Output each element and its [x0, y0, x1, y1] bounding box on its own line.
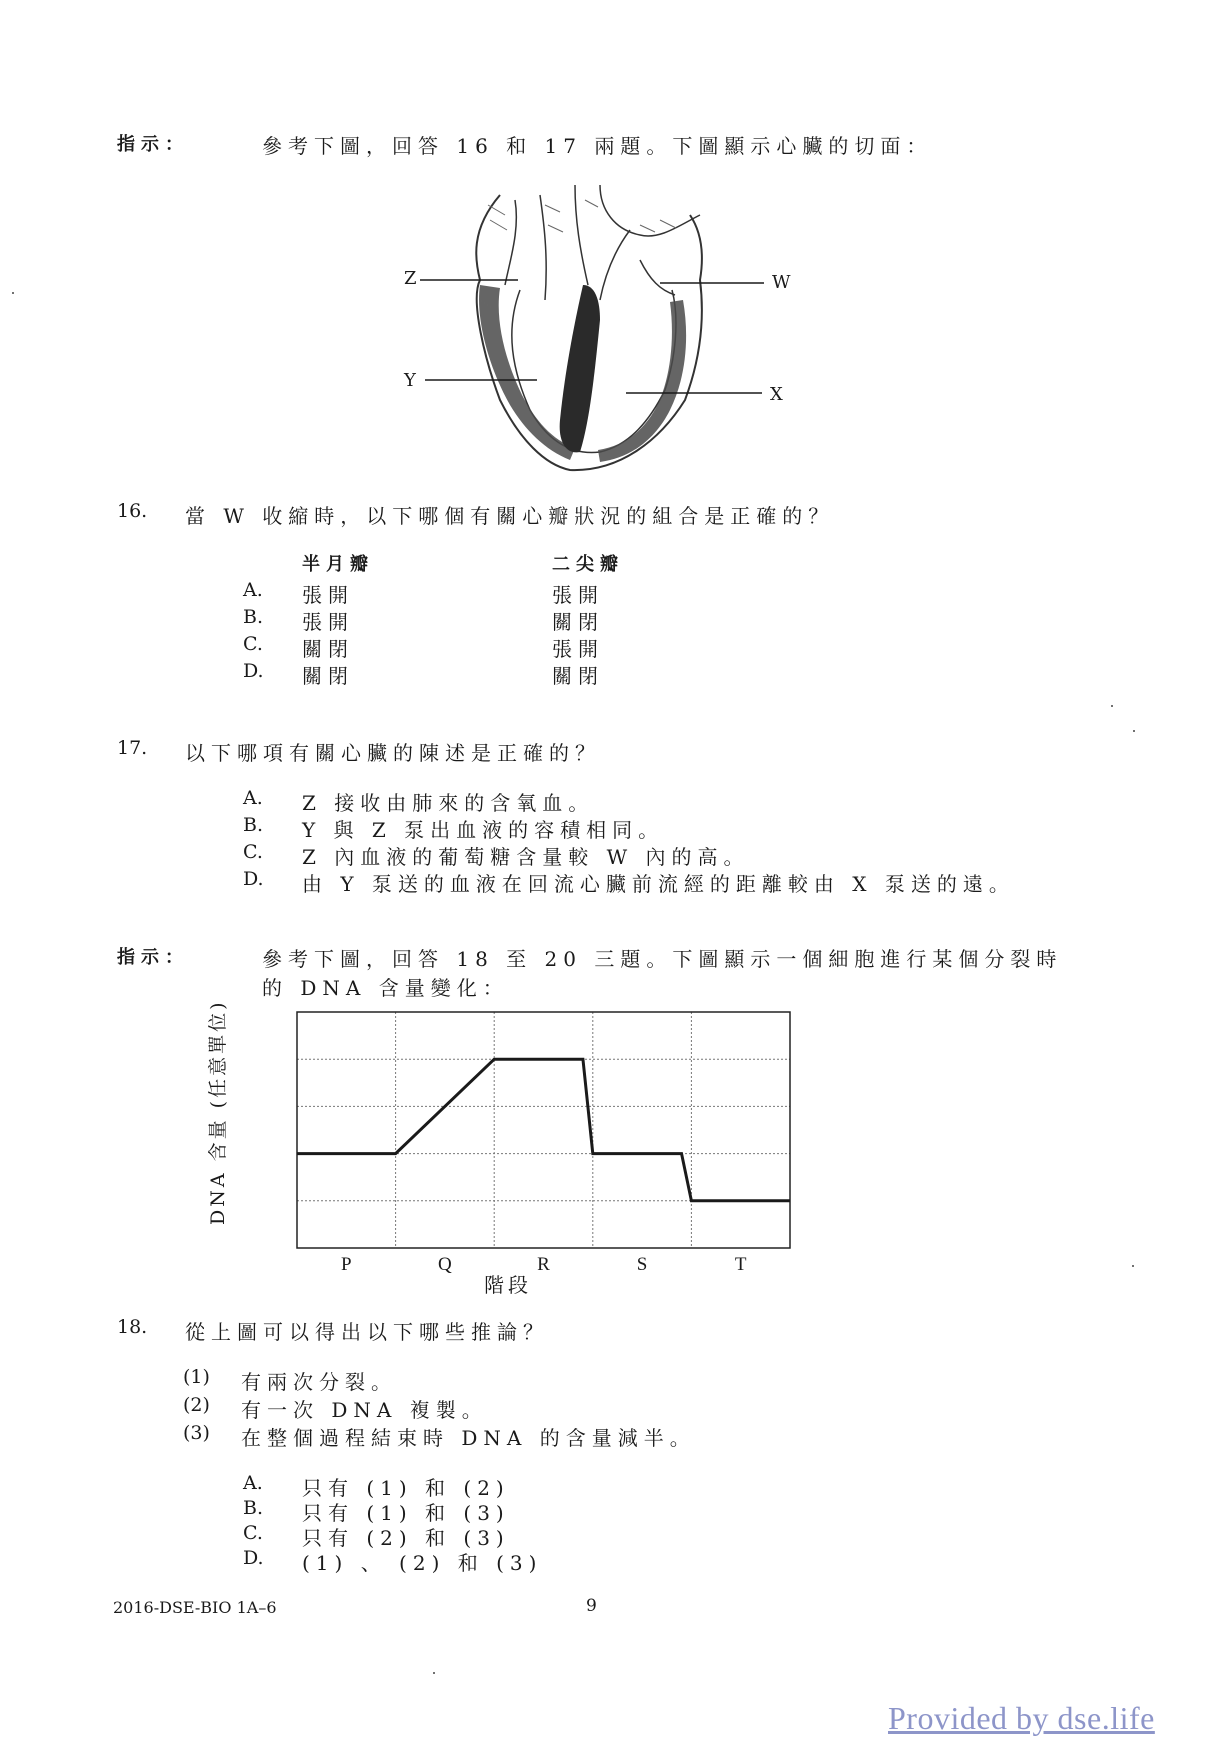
q16-option-a-semilunar: 張開	[302, 583, 354, 607]
footer-page-number: 9	[586, 1596, 597, 1616]
q17-option-d: 由 Y 泵送的血液在回流心臟前流經的距離較由 X 泵送的遠。	[302, 872, 1015, 896]
chart-y-axis-label: DNA 含量 (任意單位)	[207, 999, 229, 1225]
q17-option-a: Z 接收由肺來的含氧血。	[302, 791, 595, 815]
q16-col-header-mitral: 二尖瓣	[552, 554, 624, 575]
instruction-text-line2: 的 DNA 含量變化：	[262, 976, 509, 1000]
q16-number: 16.	[117, 500, 148, 522]
q18-option-letter: C.	[243, 1522, 263, 1544]
chart-x-tick-label: R	[537, 1254, 550, 1275]
footer-exam-code: 2016-DSE-BIO 1A–6	[113, 1598, 277, 1617]
q17-option-b: Y 與 Z 泵出血液的容積相同。	[302, 818, 665, 842]
scan-speck	[1111, 705, 1113, 707]
chart-x-tick-label: P	[341, 1254, 352, 1275]
q18-statement-number: (2)	[183, 1394, 210, 1416]
scan-speck	[12, 292, 14, 294]
instruction-text-line1: 參考下圖，回答 18 至 20 三題。下圖顯示一個細胞進行某個分裂時	[262, 947, 1063, 971]
q16-option-b-semilunar: 張開	[302, 610, 354, 634]
heart-label-w: W	[772, 272, 791, 293]
chart-frame	[297, 1012, 790, 1248]
instruction-text: 參考下圖，回答 16 和 17 兩題。下圖顯示心臟的切面：	[262, 134, 933, 158]
q18-option-b: 只有 (1) 和 (3)	[302, 1501, 510, 1525]
chart-y-axis-label-wrap	[203, 999, 243, 1225]
scan-speck	[1132, 1265, 1134, 1267]
q18-statement-2: 有一次 DNA 複製。	[241, 1398, 488, 1422]
q18-statement-3: 在整個過程結束時 DNA 的含量減半。	[241, 1426, 696, 1450]
q17-text: 以下哪項有關心臟的陳述是正確的？	[185, 741, 601, 765]
chart-x-tick-label: S	[636, 1254, 648, 1275]
q17-option-letter: D.	[243, 868, 264, 890]
scan-speck	[433, 1672, 435, 1674]
q16-option-a-mitral: 張開	[552, 583, 604, 607]
q18-text: 從上圖可以得出以下哪些推論？	[185, 1320, 549, 1344]
q18-option-letter: D.	[243, 1547, 264, 1569]
q16-option-d-mitral: 關閉	[552, 664, 604, 688]
instruction-label: 指示：	[117, 134, 189, 155]
q16-option-letter: A.	[243, 579, 263, 601]
scan-speck	[1133, 730, 1135, 732]
q16-option-d-semilunar: 關閉	[302, 664, 354, 688]
chart-x-tick-label: Q	[438, 1254, 452, 1275]
q18-statement-number: (1)	[183, 1366, 210, 1388]
q17-option-letter: A.	[243, 787, 263, 809]
q16-option-b-mitral: 關閉	[552, 610, 604, 634]
q17-number: 17.	[117, 737, 148, 759]
q18-statement-number: (3)	[183, 1422, 210, 1444]
q18-statement-1: 有兩次分裂。	[241, 1370, 397, 1394]
q17-option-letter: B.	[243, 814, 264, 836]
heart-label-z: Z	[404, 268, 417, 289]
chart-x-tick-label: T	[734, 1254, 747, 1275]
dna-content-series-line	[297, 1059, 790, 1201]
q18-option-d: (1) 、 (2) 和 (3)	[302, 1551, 543, 1575]
q17-option-letter: C.	[243, 841, 263, 863]
heart-label-y: Y	[404, 370, 416, 391]
q18-option-letter: B.	[243, 1497, 264, 1519]
q16-text: 當 W 收縮時，以下哪個有關心瓣狀況的組合是正確的？	[185, 504, 835, 528]
instruction-label: 指示：	[117, 947, 189, 968]
q18-number: 18.	[117, 1316, 148, 1338]
q16-option-letter: C.	[243, 633, 263, 655]
watermark-link[interactable]: Provided by dse.life	[888, 1700, 1155, 1736]
q16-option-c-mitral: 張開	[552, 637, 604, 661]
q18-option-letter: A.	[243, 1472, 263, 1494]
q16-option-c-semilunar: 關閉	[302, 637, 354, 661]
q16-col-header-semilunar: 半月瓣	[302, 554, 374, 575]
q16-option-letter: D.	[243, 660, 264, 682]
q17-option-c: Z 內血液的葡萄糖含量較 W 內的高。	[302, 845, 750, 869]
chart-x-axis-label: 階段	[484, 1273, 532, 1297]
q18-option-a: 只有 (1) 和 (2)	[302, 1476, 510, 1500]
heart-diagram	[0, 0, 1228, 500]
q16-option-letter: B.	[243, 606, 264, 628]
heart-label-x: X	[770, 384, 783, 405]
q18-option-c: 只有 (2) 和 (3)	[302, 1526, 510, 1550]
